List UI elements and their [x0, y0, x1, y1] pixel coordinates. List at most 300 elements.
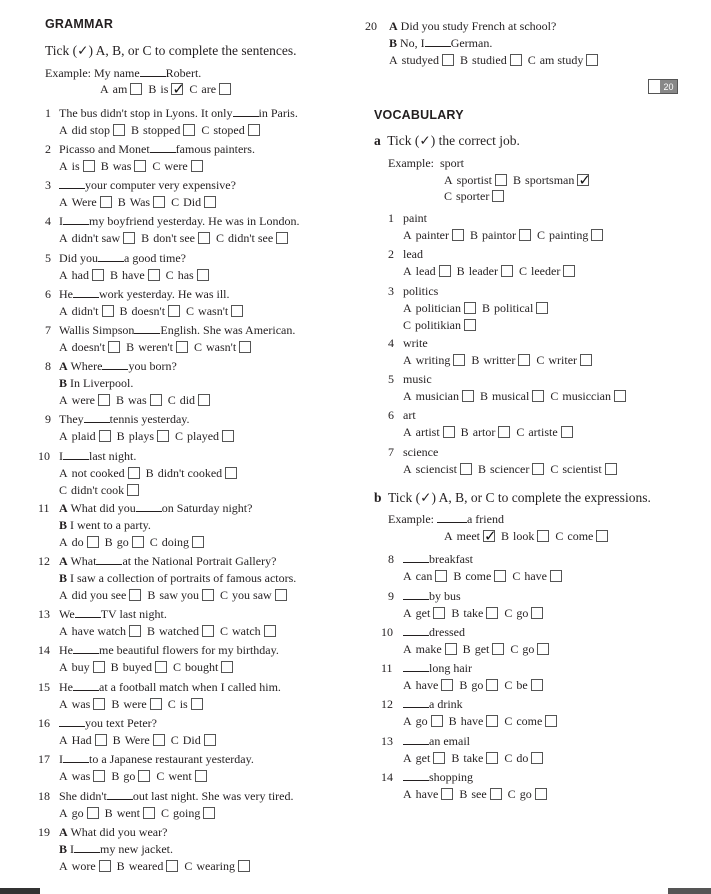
option-text: have [122, 268, 145, 282]
score-box[interactable] [648, 79, 678, 94]
answer-checkbox[interactable] [138, 770, 150, 782]
answer-checkbox[interactable] [238, 860, 250, 872]
option-letter: C [167, 697, 176, 711]
answer-option[interactable] [451, 751, 504, 766]
option-text: come [516, 714, 543, 728]
option-text: Were [124, 733, 150, 747]
answer-checkbox[interactable] [134, 160, 146, 172]
answer-checkbox[interactable] [439, 265, 451, 277]
answer-option[interactable] [59, 429, 117, 444]
answer-checkbox[interactable] [166, 860, 178, 872]
answer-checkbox[interactable] [225, 467, 237, 479]
answer-option[interactable] [460, 53, 528, 68]
answer-option[interactable] [536, 353, 598, 368]
option-text: go [519, 787, 532, 801]
option-text: Had [71, 733, 92, 747]
answer-option[interactable] [117, 859, 185, 874]
answer-blank [73, 680, 99, 691]
answer-option[interactable] [117, 429, 175, 444]
answer-checkbox[interactable] [433, 607, 445, 619]
answer-checkbox[interactable] [191, 698, 203, 710]
answer-checkbox[interactable] [550, 570, 562, 582]
answer-option[interactable] [147, 624, 220, 639]
answer-checkbox[interactable] [537, 530, 549, 542]
answer-option[interactable] [220, 588, 293, 603]
question-line [59, 518, 151, 533]
answer-option[interactable] [111, 660, 173, 675]
answer-option[interactable] [118, 195, 171, 210]
answer-option[interactable] [59, 195, 118, 210]
answer-checkbox[interactable] [535, 788, 547, 800]
answer-option[interactable] [141, 231, 216, 246]
item-word: politics [403, 284, 439, 298]
answer-checkbox[interactable] [563, 265, 575, 277]
answer-option[interactable] [59, 624, 147, 639]
answer-option[interactable] [519, 264, 581, 279]
answer-options [403, 264, 581, 279]
answer-options [403, 751, 549, 766]
answer-option[interactable] [403, 318, 482, 333]
item-number: 2 [388, 247, 394, 261]
answer-option[interactable] [459, 787, 507, 802]
option-text: painting [549, 228, 589, 242]
answer-checkbox[interactable] [148, 269, 160, 281]
answer-option[interactable] [148, 82, 189, 97]
question-text: What did you wear? [70, 825, 168, 839]
option-letter: A [59, 806, 68, 820]
answer-checkbox[interactable] [198, 232, 210, 244]
answer-checkbox[interactable] [264, 625, 276, 637]
answer-option[interactable] [110, 268, 166, 283]
answer-option[interactable] [105, 535, 150, 550]
answer-option[interactable] [478, 462, 550, 477]
answer-option[interactable] [220, 624, 282, 639]
answer-checkbox[interactable] [99, 430, 111, 442]
answer-option[interactable] [403, 425, 461, 440]
item-number: 10 [38, 449, 50, 463]
answer-option[interactable] [59, 268, 110, 283]
option-letter: C [152, 159, 161, 173]
question-text-post: TV last night. [100, 607, 167, 621]
answer-option[interactable] [59, 304, 120, 319]
answer-checkbox[interactable] [532, 390, 544, 402]
option-text: artor [472, 425, 496, 439]
answer-checkbox[interactable] [591, 229, 603, 241]
answer-option[interactable] [504, 714, 563, 729]
answer-option[interactable] [59, 535, 105, 550]
answer-checkbox[interactable] [128, 467, 140, 479]
answer-option[interactable] [59, 660, 111, 675]
answer-checkbox[interactable] [531, 752, 543, 764]
answer-checkbox[interactable] [486, 679, 498, 691]
answer-option[interactable] [175, 429, 240, 444]
answer-checkbox[interactable] [276, 232, 288, 244]
answer-checkbox[interactable] [586, 54, 598, 66]
answer-checkbox[interactable] [132, 536, 144, 548]
answer-option[interactable] [111, 697, 167, 712]
answer-checkbox[interactable] [486, 715, 498, 727]
answer-checkbox[interactable] [100, 196, 112, 208]
vocab-b-example [388, 512, 504, 527]
answer-option[interactable] [471, 353, 536, 368]
answer-checkbox[interactable] [614, 390, 626, 402]
answer-option[interactable] [111, 769, 156, 784]
option-letter: A [403, 714, 412, 728]
answer-checkbox[interactable] [453, 354, 465, 366]
question-line [389, 19, 556, 34]
answer-checkbox[interactable] [490, 788, 502, 800]
answer-blank [403, 625, 429, 636]
answer-checkbox[interactable] [87, 536, 99, 548]
answer-checkbox[interactable] [143, 807, 155, 819]
option-letter: C [403, 318, 412, 332]
question-text-post: at a football match when I called him. [99, 680, 281, 694]
answer-checkbox[interactable] [129, 625, 141, 637]
answer-checkbox[interactable] [441, 679, 453, 691]
answer-option[interactable] [147, 588, 220, 603]
answer-option[interactable] [480, 389, 550, 404]
option-letter: A [403, 642, 412, 656]
answer-option[interactable] [59, 393, 116, 408]
answer-option[interactable] [59, 231, 141, 246]
option-letter: A [59, 535, 68, 549]
answer-option[interactable] [508, 787, 553, 802]
answer-checkbox[interactable] [93, 770, 105, 782]
answer-checkbox[interactable] [87, 807, 99, 819]
answer-option[interactable] [459, 678, 504, 693]
answer-checkbox[interactable] [203, 807, 215, 819]
option-letter: B [462, 642, 471, 656]
answer-checkbox[interactable] [498, 426, 510, 438]
option-letter: A [59, 231, 68, 245]
answer-option[interactable] [403, 642, 463, 657]
answer-option[interactable] [444, 173, 513, 188]
answer-checkbox[interactable] [130, 83, 142, 95]
answer-options [59, 393, 216, 408]
answer-checkbox[interactable] [532, 463, 544, 475]
answer-option[interactable] [550, 389, 632, 404]
answer-option[interactable] [201, 123, 265, 138]
answer-checkbox[interactable] [202, 625, 214, 637]
question-line [59, 251, 186, 266]
option-text: plays [128, 429, 155, 443]
answer-option[interactable] [451, 606, 504, 621]
answer-option[interactable] [59, 588, 147, 603]
answer-options [59, 624, 282, 639]
answer-option[interactable] [504, 751, 549, 766]
answer-option[interactable] [59, 859, 117, 874]
answer-checkbox[interactable] [95, 734, 107, 746]
answer-checkbox[interactable] [221, 661, 233, 673]
answer-option[interactable] [482, 301, 554, 316]
option-text: painter [415, 228, 449, 242]
answer-checkbox[interactable] [492, 643, 504, 655]
page-footer-bar [0, 888, 711, 894]
answer-checkbox[interactable] [519, 229, 531, 241]
answer-blank [107, 789, 133, 800]
answer-option[interactable] [59, 466, 146, 481]
answer-option[interactable] [453, 569, 512, 584]
answer-checkbox[interactable] [155, 661, 167, 673]
answer-option[interactable] [403, 353, 471, 368]
question-line [403, 661, 472, 676]
answer-option[interactable] [59, 769, 111, 784]
answer-checkbox[interactable] [153, 196, 165, 208]
option-letter: C [173, 660, 182, 674]
answer-checkbox[interactable] [183, 124, 195, 136]
answer-option[interactable] [510, 642, 555, 657]
option-text: sporter [456, 189, 490, 203]
option-letter: C [165, 268, 174, 282]
answer-option[interactable] [59, 697, 111, 712]
answer-checkbox[interactable] [537, 643, 549, 655]
answer-checkbox[interactable] [191, 160, 203, 172]
option-text: has [177, 268, 194, 282]
answer-options [59, 733, 222, 748]
answer-checkbox[interactable] [129, 589, 141, 601]
option-letter: B [110, 268, 119, 282]
option-letter: A [59, 429, 68, 443]
answer-checkbox[interactable] [501, 265, 513, 277]
answer-option[interactable] [59, 340, 126, 355]
answer-checkbox[interactable] [83, 160, 95, 172]
answer-checkbox[interactable] [494, 570, 506, 582]
answer-checkbox[interactable] [577, 174, 589, 186]
answer-option[interactable] [59, 733, 113, 748]
answer-checkbox[interactable] [157, 430, 169, 442]
answer-option[interactable] [116, 393, 168, 408]
answer-checkbox[interactable] [433, 752, 445, 764]
answer-option[interactable] [403, 228, 470, 243]
answer-checkbox[interactable] [605, 463, 617, 475]
question-line [59, 789, 293, 804]
answer-checkbox[interactable] [441, 788, 453, 800]
answer-option[interactable] [59, 159, 101, 174]
option-letter: B [513, 173, 522, 187]
option-letter: A [403, 301, 412, 315]
answer-blank [403, 734, 429, 745]
option-text: Were [71, 195, 97, 209]
answer-checkbox[interactable] [536, 302, 548, 314]
answer-checkbox[interactable] [102, 305, 114, 317]
answer-checkbox[interactable] [545, 715, 557, 727]
answer-option[interactable] [100, 82, 148, 97]
answer-option[interactable] [156, 769, 212, 784]
answer-option[interactable] [166, 268, 215, 283]
option-letter: C [175, 429, 184, 443]
answer-option[interactable] [105, 806, 161, 821]
answer-checkbox[interactable] [123, 232, 135, 244]
answer-option[interactable] [146, 466, 244, 481]
answer-checkbox[interactable] [192, 536, 204, 548]
answer-checkbox[interactable] [153, 734, 165, 746]
answer-option[interactable] [463, 642, 511, 657]
answer-option[interactable] [403, 389, 480, 404]
answer-option[interactable] [528, 53, 605, 68]
option-text: sciencer [490, 462, 530, 476]
answer-option[interactable] [516, 425, 578, 440]
item-phrase: an email [429, 734, 470, 748]
answer-checkbox[interactable] [176, 341, 188, 353]
answer-option[interactable] [186, 304, 249, 319]
answer-option[interactable] [449, 714, 505, 729]
answer-checkbox[interactable] [460, 463, 472, 475]
answer-option[interactable] [189, 82, 237, 97]
answer-option[interactable] [59, 123, 131, 138]
answer-checkbox[interactable] [171, 83, 183, 95]
answer-option[interactable] [457, 264, 519, 279]
answer-checkbox[interactable] [443, 426, 455, 438]
answer-checkbox[interactable] [204, 196, 216, 208]
question-text: I saw a collection of portraits of famous actors. [70, 571, 297, 585]
answer-option[interactable] [501, 529, 555, 544]
answer-option[interactable] [513, 173, 595, 188]
answer-option[interactable] [173, 660, 239, 675]
answer-option[interactable] [150, 535, 210, 550]
answer-blank [63, 752, 89, 763]
answer-option[interactable] [184, 859, 256, 874]
option-text: bought [185, 660, 219, 674]
answer-option[interactable] [550, 462, 622, 477]
answer-blank [63, 449, 89, 460]
option-text: lead [415, 264, 436, 278]
answer-checkbox[interactable] [93, 698, 105, 710]
answer-checkbox[interactable] [452, 229, 464, 241]
answer-option[interactable] [168, 697, 209, 712]
answer-option[interactable] [131, 123, 201, 138]
option-letter: C [149, 535, 158, 549]
answer-checkbox[interactable] [486, 607, 498, 619]
answer-option[interactable] [161, 806, 221, 821]
answer-checkbox[interactable] [108, 341, 120, 353]
option-letter: C [189, 82, 198, 96]
answer-option[interactable] [101, 159, 153, 174]
answer-option[interactable] [403, 301, 482, 316]
answer-checkbox[interactable] [483, 530, 495, 542]
answer-option[interactable] [504, 678, 548, 693]
answer-option[interactable] [537, 228, 609, 243]
answer-checkbox[interactable] [431, 715, 443, 727]
answer-checkbox[interactable] [150, 394, 162, 406]
answer-option[interactable] [168, 393, 216, 408]
answer-checkbox[interactable] [248, 124, 260, 136]
answer-checkbox[interactable] [492, 190, 504, 202]
vocab-a-example [388, 156, 464, 171]
answer-option[interactable] [403, 462, 478, 477]
answer-option[interactable] [59, 483, 145, 498]
answer-option[interactable] [470, 228, 537, 243]
answer-checkbox[interactable] [510, 54, 522, 66]
option-letter: A [403, 389, 412, 403]
answer-option[interactable] [512, 569, 568, 584]
answer-option[interactable] [216, 231, 294, 246]
answer-option[interactable] [194, 340, 257, 355]
answer-option[interactable] [403, 264, 457, 279]
answer-checkbox[interactable] [531, 607, 543, 619]
answer-option[interactable] [403, 569, 453, 584]
answer-option[interactable] [171, 733, 222, 748]
answer-option[interactable] [403, 751, 451, 766]
option-text: be [516, 678, 528, 692]
answer-blank [403, 661, 429, 672]
option-letter: A [403, 751, 412, 765]
answer-checkbox[interactable] [464, 319, 476, 331]
answer-checkbox[interactable] [99, 860, 111, 872]
option-letter: B [148, 82, 157, 96]
answer-checkbox[interactable] [275, 589, 287, 601]
answer-checkbox[interactable] [113, 124, 125, 136]
answer-checkbox[interactable] [596, 530, 608, 542]
answer-checkbox[interactable] [168, 305, 180, 317]
answer-checkbox[interactable] [195, 770, 207, 782]
answer-option[interactable] [444, 189, 510, 204]
question-line [59, 178, 236, 193]
question-text-pre: Picasso and Monet [59, 142, 150, 156]
answer-option[interactable] [126, 340, 194, 355]
question-text-pre: What did you [70, 501, 136, 515]
answer-checkbox[interactable] [219, 83, 231, 95]
answer-checkbox[interactable] [486, 752, 498, 764]
answer-checkbox[interactable] [531, 679, 543, 691]
answer-checkbox[interactable] [445, 643, 457, 655]
answer-checkbox[interactable] [92, 269, 104, 281]
answer-checkbox[interactable] [442, 54, 454, 66]
answer-checkbox[interactable] [127, 484, 139, 496]
answer-checkbox[interactable] [197, 269, 209, 281]
answer-checkbox[interactable] [231, 305, 243, 317]
answer-option[interactable] [113, 733, 171, 748]
answer-checkbox[interactable] [98, 394, 110, 406]
answer-checkbox[interactable] [222, 430, 234, 442]
answer-checkbox[interactable] [204, 734, 216, 746]
answer-option[interactable] [403, 606, 451, 621]
answer-checkbox[interactable] [198, 394, 210, 406]
answer-checkbox[interactable] [435, 570, 447, 582]
answer-option[interactable] [59, 806, 105, 821]
answer-options [403, 462, 623, 477]
option-text: watched [159, 624, 199, 638]
item-word: art [403, 408, 416, 422]
answer-checkbox[interactable] [561, 426, 573, 438]
answer-option[interactable] [120, 304, 187, 319]
answer-option[interactable] [171, 195, 222, 210]
answer-option[interactable] [152, 159, 208, 174]
answer-option[interactable] [403, 787, 459, 802]
item-phrase: long hair [429, 661, 472, 675]
answer-blank [73, 287, 99, 298]
answer-option[interactable] [504, 606, 549, 621]
answer-checkbox[interactable] [495, 174, 507, 186]
speaker-label: A [59, 554, 68, 568]
answer-checkbox[interactable] [464, 302, 476, 314]
answer-option[interactable] [444, 529, 501, 544]
answer-option[interactable] [403, 678, 459, 693]
answer-checkbox[interactable] [580, 354, 592, 366]
option-text: stopped [143, 123, 181, 137]
answer-checkbox[interactable] [202, 589, 214, 601]
option-text: see [471, 787, 487, 801]
option-letter: C [536, 353, 545, 367]
answer-checkbox[interactable] [239, 341, 251, 353]
answer-option[interactable] [555, 529, 614, 544]
answer-checkbox[interactable] [150, 698, 162, 710]
answer-option[interactable] [389, 53, 460, 68]
answer-checkbox[interactable] [462, 390, 474, 402]
answer-option[interactable] [403, 714, 449, 729]
answer-checkbox[interactable] [93, 661, 105, 673]
answer-checkbox[interactable] [518, 354, 530, 366]
answer-option[interactable] [461, 425, 517, 440]
